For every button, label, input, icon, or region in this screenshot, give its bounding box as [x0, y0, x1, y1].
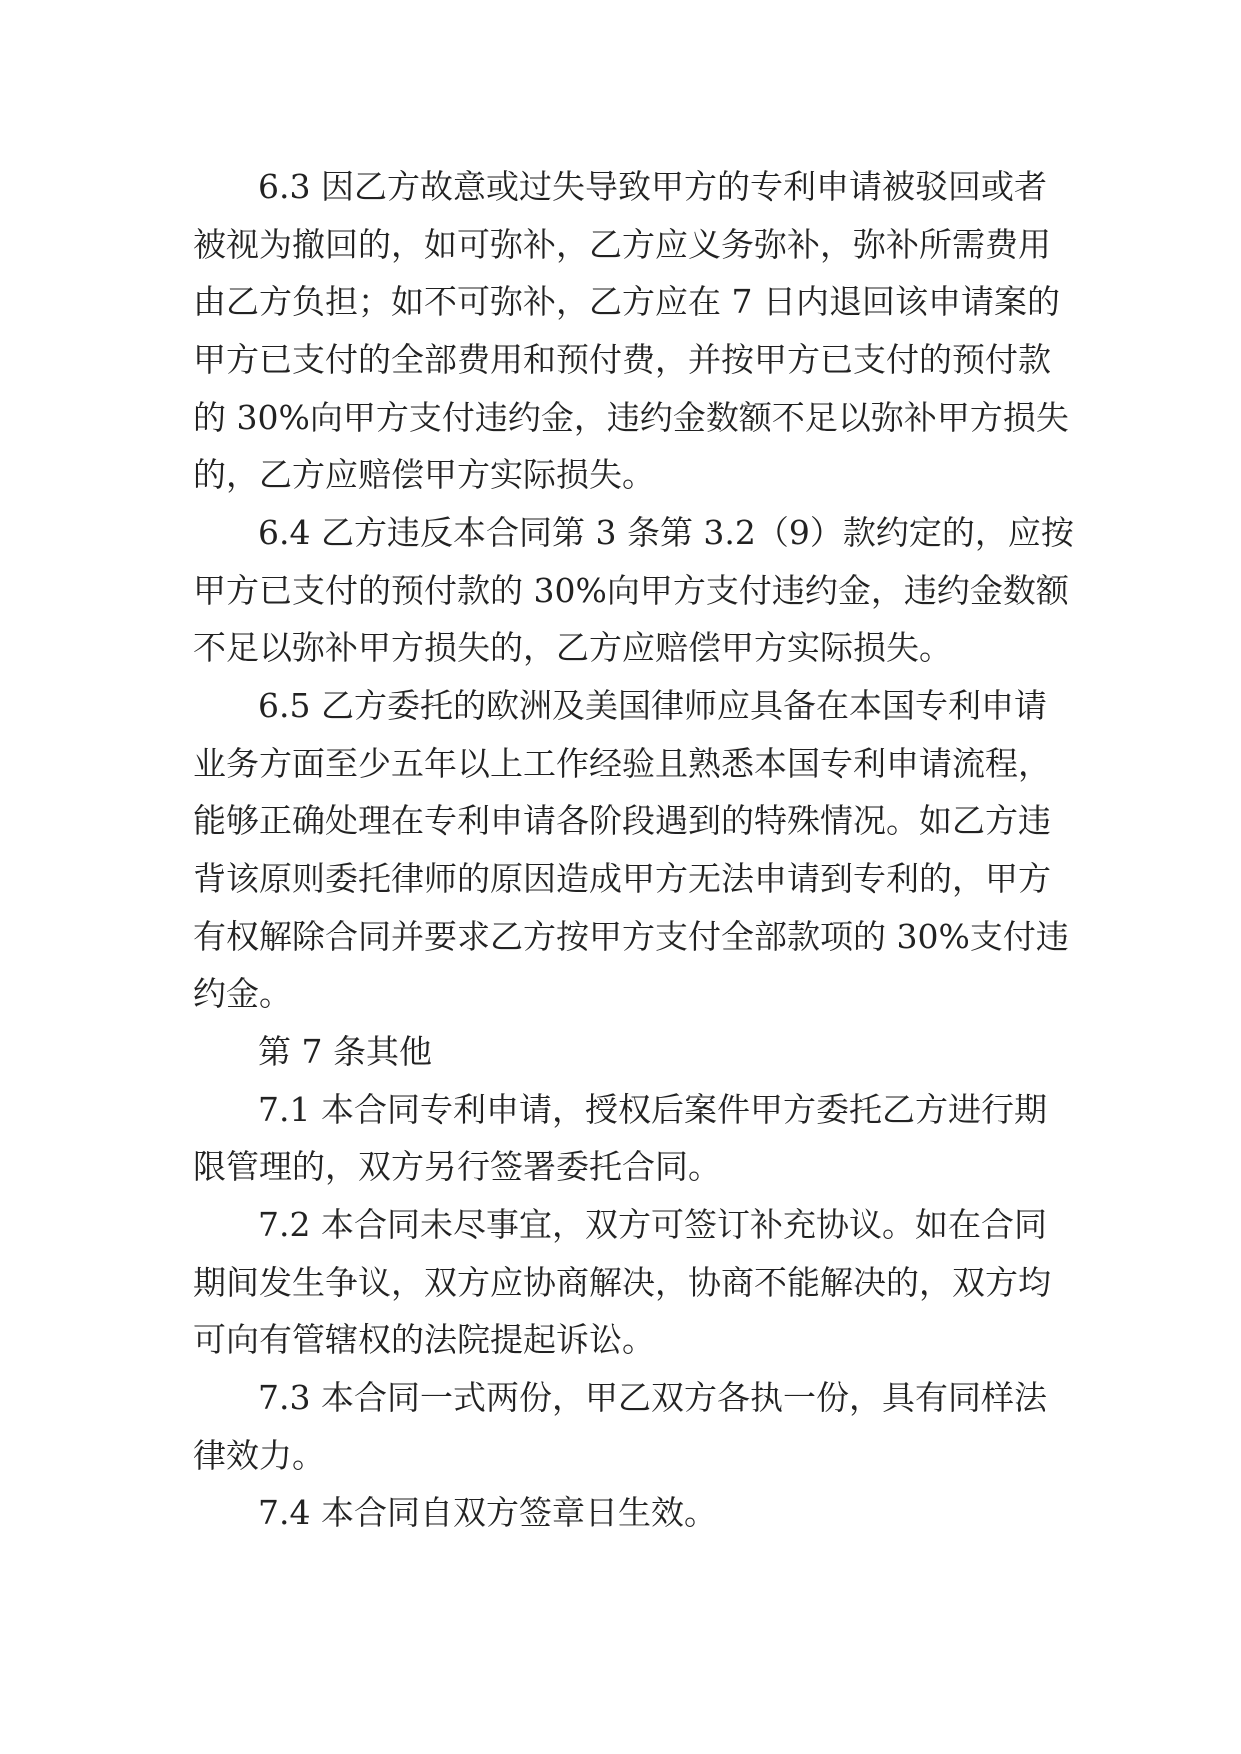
clause-6-5-line-5: 有权解除合同并要求乙方按甲方支付全部款项的 30%支付违: [193, 917, 1069, 956]
clause-6-4-line-3: 不足以弥补甲方损失的，乙方应赔偿甲方实际损失。: [193, 628, 952, 667]
article-7-heading: 第 7 条其他: [258, 1032, 432, 1071]
clause-6-3-line-5: 的 30%向甲方支付违约金，违约金数额不足以弥补甲方损失: [193, 398, 1069, 437]
clause-6-3-line-3: 由乙方负担；如不可弥补，乙方应在 7 日内退回该申请案的: [193, 282, 1060, 321]
clause-6-5-line-4: 背该原则委托律师的原因造成甲方无法申请到专利的，甲方: [193, 859, 1051, 898]
clause-7-4-line-1: 7.4 本合同自双方签章日生效。: [258, 1493, 717, 1532]
clause-6-3-line-1: 6.3 因乙方故意或过失导致甲方的专利申请被驳回或者: [258, 167, 1047, 206]
clause-6-4-line-2: 甲方已支付的预付款的 30%向甲方支付违约金，违约金数额: [193, 571, 1069, 610]
clause-6-5-line-6: 约金。: [193, 974, 292, 1013]
clause-6-5-line-2: 业务方面至少五年以上工作经验且熟悉本国专利申请流程，: [193, 744, 1051, 783]
clause-7-3-line-1: 7.3 本合同一式两份，甲乙双方各执一份，具有同样法: [258, 1378, 1047, 1417]
clause-7-2-line-2: 期间发生争议，双方应协商解决，协商不能解决的，双方均: [193, 1263, 1051, 1302]
clause-7-2-line-3: 可向有管辖权的法院提起诉讼。: [193, 1320, 655, 1359]
clause-6-3-line-6: 的，乙方应赔偿甲方实际损失。: [193, 455, 655, 494]
clause-6-3-line-2: 被视为撤回的，如可弥补，乙方应义务弥补，弥补所需费用: [193, 225, 1051, 264]
clause-6-4-line-1: 6.4 乙方违反本合同第 3 条第 3.2（9）款约定的，应按: [258, 513, 1074, 552]
clause-6-5-line-1: 6.5 乙方委托的欧洲及美国律师应具备在本国专利申请: [258, 686, 1047, 725]
clause-6-5-line-3: 能够正确处理在专利申请各阶段遇到的特殊情况。如乙方违: [193, 801, 1051, 840]
clause-7-1-line-1: 7.1 本合同专利申请，授权后案件甲方委托乙方进行期: [258, 1090, 1047, 1129]
clause-7-3-line-2: 律效力。: [193, 1436, 325, 1475]
clause-7-2-line-1: 7.2 本合同未尽事宜，双方可签订补充协议。如在合同: [258, 1205, 1047, 1244]
clause-7-1-line-2: 限管理的，双方另行签署委托合同。: [193, 1147, 721, 1186]
clause-6-3-line-4: 甲方已支付的全部费用和预付费，并按甲方已支付的预付款: [193, 340, 1051, 379]
